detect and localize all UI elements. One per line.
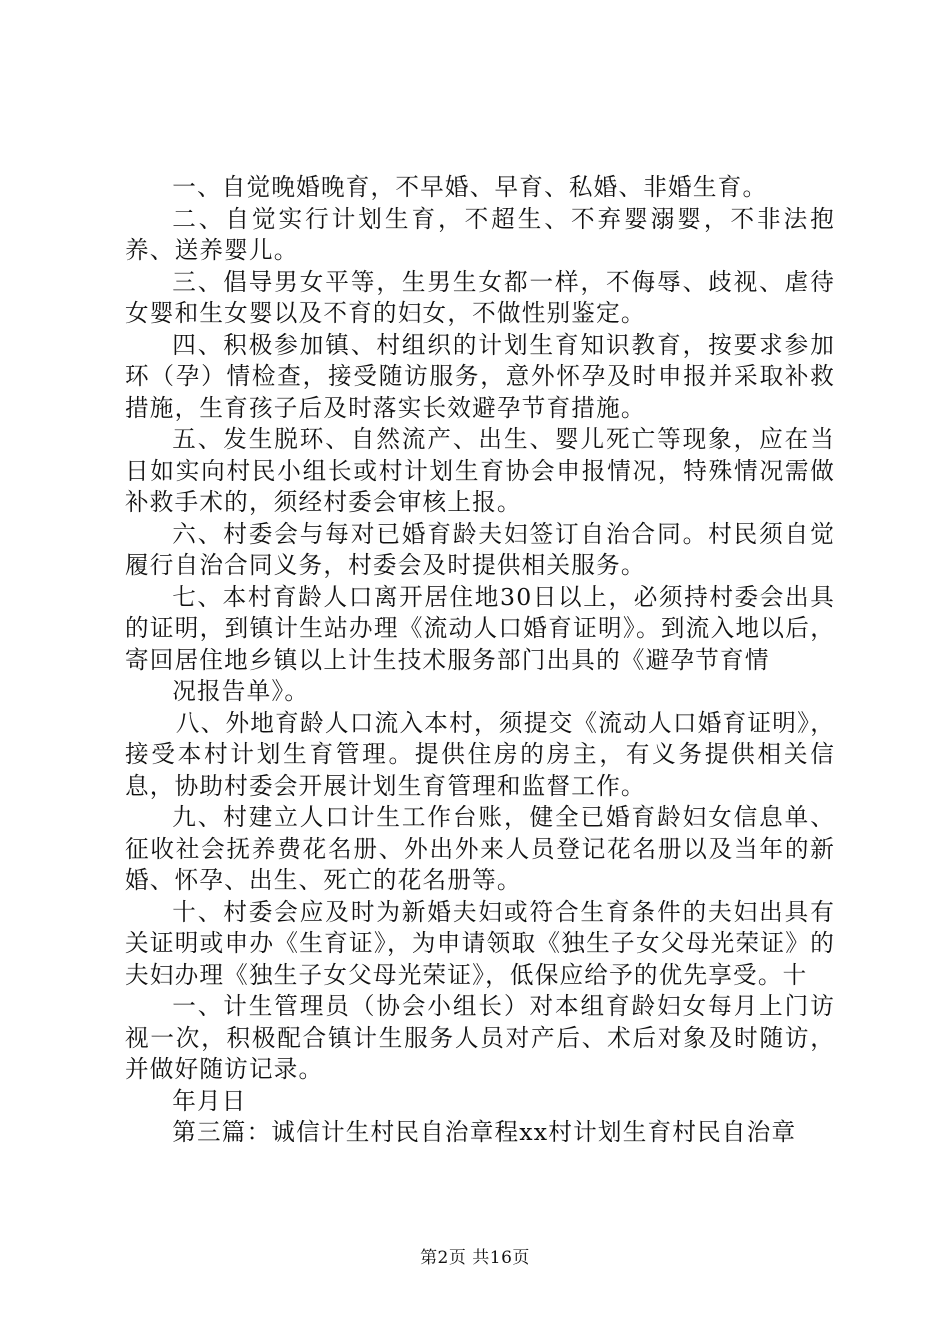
paragraph-6: 六、村委会与每对已婚育龄夫妇签订自治合同。村民须自觉履行自治合同义务，村委会及时提供相关服务。 <box>125 519 835 579</box>
paragraph-4: 四、积极参加镇、村组织的计划生育知识教育，按要求参加环（孕）情检查，接受随访服务，意外怀孕及时申报并采取补救措施，生育孩子后及时落实长效避孕节育措施。 <box>125 330 835 422</box>
document-body <box>125 172 835 1149</box>
paragraph-8: 八、外地育龄人口流入本村，须提交《流动人口婚育证明》，接受本村计划生育管理。提供住房的房主，有义务提供相关信息，协助村委会开展计划生育管理和监督工作。 <box>125 708 835 800</box>
paragraph-11: 一、计生管理员（协会小组长）对本组育龄妇女每月上门访视一次，积极配合镇计生服务人员对产后、术后对象及时随访，并做好随访记录。 <box>125 992 835 1083</box>
paragraph-7: 七、本村育龄人口离开居住地30日以上，必须持村委会出具的证明，到镇计生站办理《流动人口婚育证明》。到流入地以后，寄回居住地乡镇以上计生技术服务部门出具的《避孕节育情 <box>125 582 835 674</box>
paragraph-7-continued: 况报告单》。 <box>172 677 310 705</box>
paragraph-5: 五、发生脱环、自然流产、出生、婴儿死亡等现象，应在当日如实向村民小组长或村计划生育协会申报情况，特殊情况需做补救手术的，须经村委会审核上报。 <box>125 425 835 516</box>
paragraph-10: 十、村委会应及时为新婚夫妇或符合生育条件的夫妇出具有关证明或申办《生育证》，为申请领取《独生子女父母光荣证》的夫妇办理《独生子女父母光荣证》，低保应给予的优先享受。十 <box>125 897 835 989</box>
date-line: 年月日 <box>172 1086 247 1115</box>
paragraph-1: 一、自觉晚婚晚育，不早婚、早育、私婚、非婚生育。 <box>172 173 768 201</box>
paragraph-2: 二、自觉实行计划生育，不超生、不弃婴溺婴，不非法抱养、送养婴儿。 <box>125 204 835 264</box>
paragraph-3: 三、倡导男女平等，生男生女都一样，不侮辱、歧视、虐待女婴和生女婴以及不育的妇女，不做性别鉴定。 <box>125 267 835 327</box>
section-heading-line: 第三篇：诚信计生村民自治章程xx村计划生育村民自治章 <box>172 1118 797 1146</box>
page-footer: 第2页 共16页 <box>420 1248 530 1268</box>
paragraph-9: 九、村建立人口计生工作台账，健全已婚育龄妇女信息单、征收社会抚养费花名册、外出外来人员登记花名册以及当年的新婚、怀孕、出生、死亡的花名册等。 <box>125 803 835 894</box>
